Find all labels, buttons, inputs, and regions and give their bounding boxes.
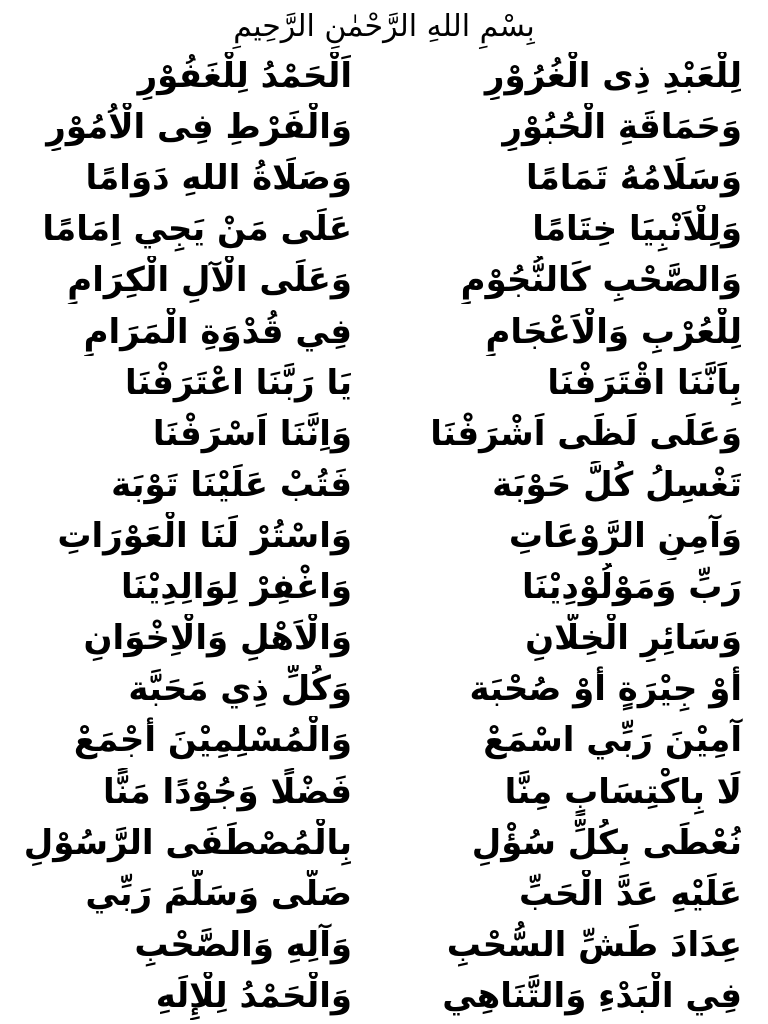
verse-first-hemistich: فَضْلًا وَجُوْدًا مَنًّا [102,771,352,812]
verse-row [20,308,748,356]
verse-first-hemistich: وَالْمُسْلِمِيْنَ أَجْمَعْ [73,720,352,761]
verse-first-hemistich: اَلْحَمْدُ لِلْغَفُوْرِ [137,56,352,96]
verse-first-hemistich: وَالْحَمْدُ لِلْإِلَهِ [155,975,352,1016]
verse-second-hemistich: وَسَائِرِ الْخِلَّانِ [525,618,742,659]
verse-first-hemistich: صَلَّى وَسَلَّمَ رَبِّي [85,873,352,914]
verse-second-hemistich: لَا بِاكْتِسَابٍ مِنَّا [504,771,742,812]
verse-first-hemistich: وَاغْفِرْ لِوَالِدِيْنَا [120,567,352,608]
verse-row [20,563,748,611]
verse-second-hemistich: لِلْعُرْبِ وَالْاَعْجَامِ [485,311,742,352]
verse-row [20,461,748,509]
verse-first-hemistich: وَعَلَى الْآلِ الْكِرَامِ [67,260,352,301]
verse-second-hemistich: وَلِلْاَنْبِيَا خِتَامًا [532,209,742,250]
poem-verses [20,52,748,1020]
verse-second-hemistich: وَالصَّحْبِ كَالنُّجُوْمِ [460,260,742,301]
verse-row [20,921,748,969]
verse-row [20,256,748,304]
verse-second-hemistich: وَسَلَامُهُ تَمَامًا [525,158,742,199]
verse-second-hemistich: لِلْعَبْدِ ذِى الْغُرُوْرِ [484,56,742,96]
verse-first-hemistich: وَاسْتُرْ لَنَا الْعَوْرَاتِ [57,515,352,556]
verse-second-hemistich: أَوْ جِيْرَةٍ أَوْ صُحْبَة [469,669,742,710]
verse-first-hemistich: وَالْفَرْطِ فِى الْاُمُوْرِ [46,107,352,148]
verse-row [20,205,748,253]
verse-second-hemistich: رَبِّ وَمَوْلُوْدِيْنَا [521,567,742,608]
verse-row [20,614,748,662]
verse-row [20,410,748,458]
verse-row [20,665,748,713]
verse-row [20,103,748,151]
verse-row [20,52,748,100]
verse-second-hemistich: وَعَلَى لَظَى اَشْرَفْنَا [430,413,742,454]
verse-second-hemistich: نُعْطَى بِكُلِّ سُؤْلِ [471,822,742,863]
verse-first-hemistich: وَكُلِّ ذِي مَحَبَّة [128,669,352,710]
verse-first-hemistich: عَلَى مَنْ يَجِي اِمَامًا [42,209,352,250]
verse-first-hemistich: وَالْاَهْلِ وَالْاِخْوَانِ [83,618,352,659]
verse-second-hemistich: عَلَيْهِ عَدَّ الْحَبِّ [518,873,742,914]
verse-second-hemistich: فِي الْبَدْءِ وَالتَّنَاهِي [442,975,742,1016]
verse-row [20,768,748,816]
verse-first-hemistich: فَتُبْ عَلَيْنَا تَوْبَة [111,464,352,505]
verse-first-hemistich: وَاِنَّنَا اَسْرَفْنَا [152,413,352,454]
verse-first-hemistich: بِالْمُصْطَفَى الرَّسُوْلِ [23,822,352,863]
verse-row [20,870,748,918]
verse-second-hemistich: بِاَنَّنَا اقْتَرَفْنَا [547,362,742,403]
verse-first-hemistich: وَآلِهِ وَالصَّحْبِ [134,924,352,965]
verse-first-hemistich: وَصَلَاةُ اللهِ دَوَامًا [85,158,352,199]
verse-second-hemistich: وَحَمَاقَةِ الْحُبُوْرِ [502,107,742,148]
verse-row [20,154,748,202]
verse-second-hemistich: تَغْسِلُ كُلَّ حَوْبَة [492,464,742,505]
verse-second-hemistich: وَآمِنِ الرَّوْعَاتِ [508,515,742,556]
verse-row [20,359,748,407]
verse-first-hemistich: يَا رَبَّنَا اعْتَرَفْنَا [124,362,352,403]
verse-first-hemistich: فِي قُدْوَةِ الْمَرَامِ [83,311,352,352]
basmala-heading: بِسْمِ اللهِ الرَّحْمٰنِ الرَّحِيمِ [233,9,535,44]
verse-row [20,819,748,867]
verse-row [20,512,748,560]
verse-second-hemistich: آمِيْنَ رَبِّي اسْمَعْ [483,720,742,761]
verse-row [20,716,748,764]
verse-row [20,972,748,1020]
verse-second-hemistich: عِدَادَ طَشِّ السُّحْبِ [446,924,742,965]
